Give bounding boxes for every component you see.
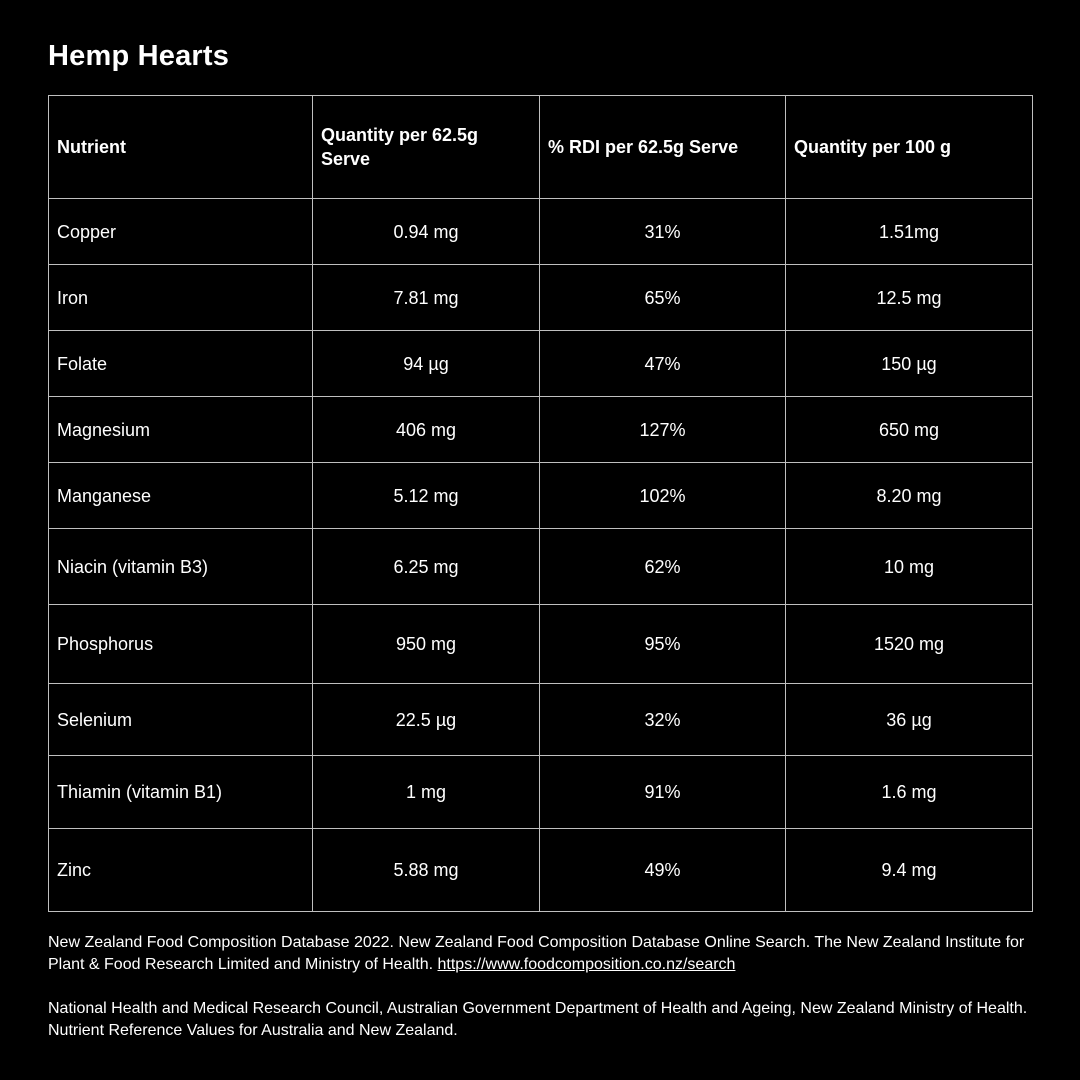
nutrient-name: Manganese	[49, 463, 313, 529]
references	[48, 932, 1038, 1064]
header-nutrient: Nutrient	[49, 96, 313, 199]
reference-nhmrc: National Health and Medical Research Council, Australian Government Department of Health and Ageing, New Zealand Ministry of Health. Nutrient Reference Values for Australia and New Zealand.	[48, 1000, 1028, 1039]
header-rdi-per-serve: % RDI per 62.5g Serve	[540, 96, 786, 199]
quantity-per-100g: 10 mg	[786, 529, 1033, 605]
quantity-per-100g: 12.5 mg	[786, 265, 1033, 331]
header-quantity-per-100g: Quantity per 100 g	[786, 96, 1033, 199]
reference-text: New Zealand Food Composition Database 2022. New Zealand Food Composition Database Online Search. The New Zealand Institute for Plant & Food Research Limited and Ministry of Health.	[48, 934, 1025, 973]
nutrient-name: Thiamin (vitamin B1)	[49, 756, 313, 829]
rdi-per-serve: 32%	[540, 684, 786, 756]
rdi-per-serve: 31%	[540, 199, 786, 265]
nutrient-name: Magnesium	[49, 397, 313, 463]
rdi-per-serve: 95%	[540, 605, 786, 684]
quantity-per-serve: 5.88 mg	[313, 829, 540, 912]
nutrient-name: Iron	[49, 265, 313, 331]
quantity-per-100g: 1.6 mg	[786, 756, 1033, 829]
quantity-per-serve: 22.5 µg	[313, 684, 540, 756]
table-row	[49, 756, 1033, 829]
table-header-row	[49, 96, 1033, 199]
quantity-per-100g: 36 µg	[786, 684, 1033, 756]
nutrient-name: Phosphorus	[49, 605, 313, 684]
quantity-per-100g: 8.20 mg	[786, 463, 1033, 529]
reference-nz-food-composition	[48, 932, 1038, 976]
quantity-per-serve: 7.81 mg	[313, 265, 540, 331]
nutrient-name: Selenium	[49, 684, 313, 756]
table-row	[49, 397, 1033, 463]
nutrient-name: Niacin (vitamin B3)	[49, 529, 313, 605]
quantity-per-serve: 1 mg	[313, 756, 540, 829]
table-row	[49, 463, 1033, 529]
quantity-per-100g: 650 mg	[786, 397, 1033, 463]
rdi-per-serve: 62%	[540, 529, 786, 605]
rdi-per-serve: 65%	[540, 265, 786, 331]
table-row	[49, 605, 1033, 684]
nutrient-table	[48, 95, 1033, 912]
quantity-per-serve: 6.25 mg	[313, 529, 540, 605]
nutrient-name: Zinc	[49, 829, 313, 912]
rdi-per-serve: 127%	[540, 397, 786, 463]
table-row	[49, 199, 1033, 265]
quantity-per-serve: 0.94 mg	[313, 199, 540, 265]
quantity-per-100g: 1520 mg	[786, 605, 1033, 684]
nutrient-name: Folate	[49, 331, 313, 397]
quantity-per-serve: 94 µg	[313, 331, 540, 397]
quantity-per-100g: 150 µg	[786, 331, 1033, 397]
quantity-per-100g: 9.4 mg	[786, 829, 1033, 912]
table-row	[49, 684, 1033, 756]
quantity-per-serve: 5.12 mg	[313, 463, 540, 529]
table-row	[49, 529, 1033, 605]
quantity-per-serve: 950 mg	[313, 605, 540, 684]
rdi-per-serve: 49%	[540, 829, 786, 912]
table-row	[49, 331, 1033, 397]
rdi-per-serve: 47%	[540, 331, 786, 397]
nutrient-name: Copper	[49, 199, 313, 265]
rdi-per-serve: 102%	[540, 463, 786, 529]
table-row	[49, 829, 1033, 912]
reference-link[interactable]: https://www.foodcomposition.co.nz/search	[437, 956, 736, 973]
quantity-per-serve: 406 mg	[313, 397, 540, 463]
quantity-per-100g: 1.51mg	[786, 199, 1033, 265]
rdi-per-serve: 91%	[540, 756, 786, 829]
page-title: Hemp Hearts	[48, 40, 230, 72]
header-quantity-per-serve: Quantity per 62.5g Serve	[313, 96, 540, 199]
table-row	[49, 265, 1033, 331]
